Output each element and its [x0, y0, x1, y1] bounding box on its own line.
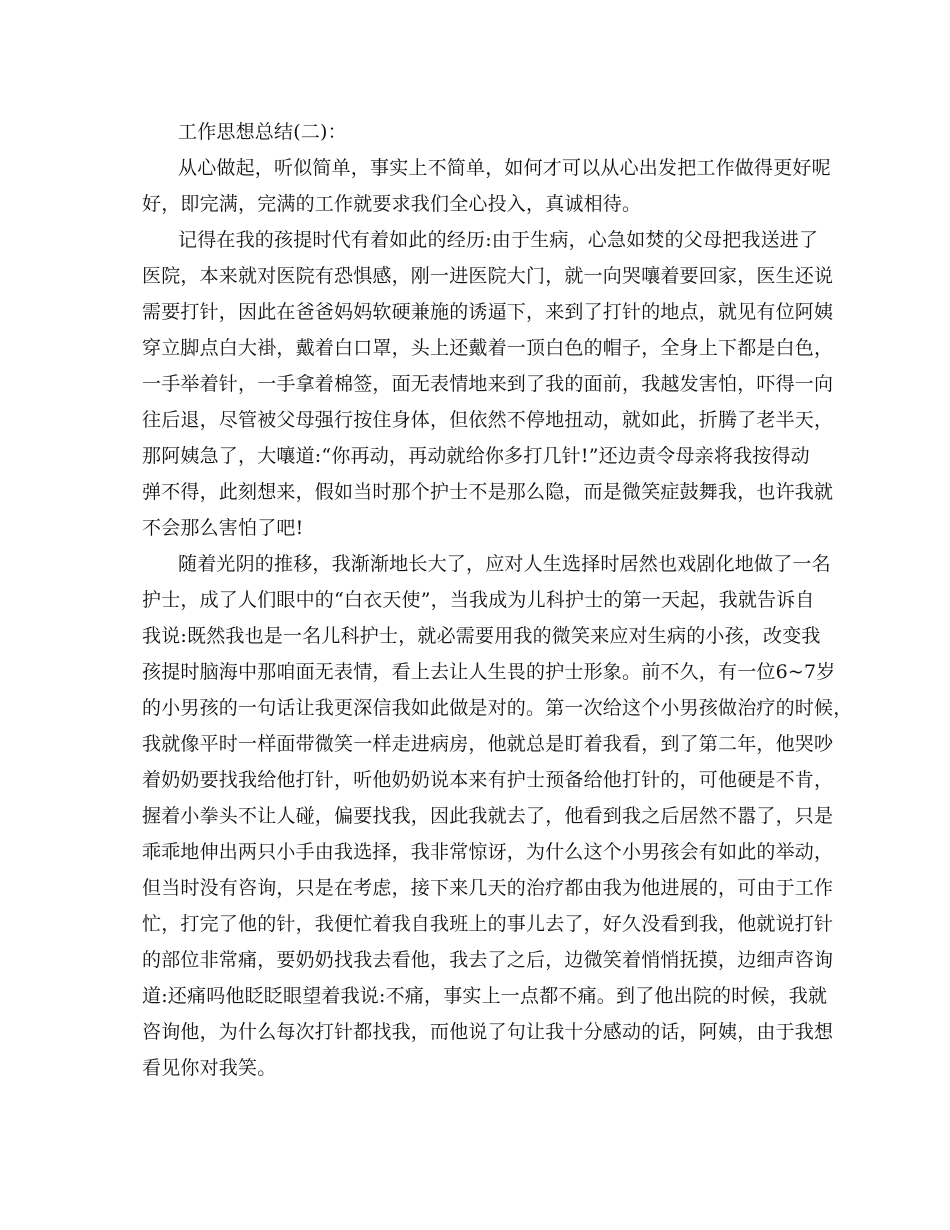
- paragraph-3-line-2: 护士，成了人们眼中的“白衣天使”，当我成为儿科护士的第一天起，我就告诉自: [142, 589, 815, 611]
- paragraph-3-line-7: 着奶奶要找我给他打针，听他奶奶说本来有护士预备给他打针的，可他硬是不肯，: [142, 769, 834, 791]
- paragraph-2-line-3: 需要打针，因此在爸爸妈妈软硬兼施的诱逼下，来到了打针的地点，就见有位阿姨: [142, 301, 834, 323]
- paragraph-3-line-14: 咨询他，为什么每次打针都找我，而他说了句让我十分感动的话，阿姨，由于我想: [142, 1021, 834, 1043]
- paragraph-3-line-15: 看见你对我笑。: [142, 1057, 277, 1079]
- paragraph-3-line-12: 的部位非常痛，要奶奶找我去看他，我去了之后，边微笑着悄悄抚摸，边细声咨询: [142, 949, 834, 971]
- paragraph-3-line-10: 但当时没有咨询，只是在考虑，接下来几天的治疗都由我为他进展的，可由于工作: [142, 877, 834, 899]
- paragraph-3-line-5: 的小男孩的一句话让我更深信我如此做是对的。第一次给这个小男孩做治疗的时候，: [142, 697, 853, 719]
- paragraph-3-line-6: 我就像平时一样面带微笑一样走进病房，他就总是盯着我看，到了第二年，他哭吵: [142, 733, 834, 755]
- paragraph-3-line-3: 我说:既然我也是一名儿科护士，就必需要用我的微笑来应对生病的小孩，改变我: [142, 625, 821, 647]
- paragraph-2-line-4: 穿立脚点白大褂，戴着白口罩，头上还戴着一顶白色的帽子，全身上下都是白色，: [142, 337, 834, 359]
- paragraph-2-line-1: 记得在我的孩提时代有着如此的经历:由于生病，心急如焚的父母把我送进了: [178, 229, 819, 251]
- paragraph-3-line-1: 随着光阴的推移，我渐渐地长大了，应对人生选择时居然也戏剧化地做了一名: [178, 553, 831, 575]
- paragraph-3-line-9: 乖乖地伸出两只小手由我选择，我非常惊讶，为什么这个小男孩会有如此的举动，: [142, 841, 834, 863]
- section-heading: 工作思想总结(二)：: [178, 121, 347, 143]
- paragraph-2-line-8: 弹不得，此刻想来，假如当时那个护士不是那么隐，而是微笑症鼓舞我，也许我就: [142, 481, 834, 503]
- paragraph-1-line-2: 好，即完满，完满的工作就要求我们全心投入，真诚相待。: [142, 193, 642, 215]
- paragraph-1-line-1: 从心做起，听似简单，事实上不简单，如何才可以从心出发把工作做得更好呢: [178, 157, 831, 179]
- paragraph-2-line-6: 往后退，尽管被父母强行按住身体，但依然不停地扭动，就如此，折腾了老半天，: [142, 409, 834, 431]
- paragraph-2-line-2: 医院，本来就对医院有恐惧感，刚一进医院大门，就一向哭嚷着要回家，医生还说: [142, 265, 834, 287]
- paragraph-3-line-8: 握着小拳头不让人碰，偏要找我，因此我就去了，他看到我之后居然不嚣了，只是: [142, 805, 834, 827]
- paragraph-3-line-11: 忙，打完了他的针，我便忙着我自我班上的事儿去了，好久没看到我，他就说打针: [142, 913, 834, 935]
- paragraph-3-line-4: 孩提时脑海中那咱面无表情，看上去让人生畏的护士形象。前不久，有一位6~7岁: [142, 661, 836, 683]
- paragraph-2-line-5: 一手举着针，一手拿着棉签，面无表情地来到了我的面前，我越发害怕，吓得一向: [142, 373, 834, 395]
- paragraph-2-line-7: 那阿姨急了，大嚷道:“你再动，再动就给你多打几针!”还边责令母亲将我按得动: [142, 445, 810, 467]
- paragraph-3-line-13: 道:还痛吗他眨眨眼望着我说:不痛，事实上一点都不痛。到了他出院的时候，我就: [142, 985, 828, 1007]
- paragraph-2-line-9: 不会那么害怕了吧!: [142, 517, 304, 539]
